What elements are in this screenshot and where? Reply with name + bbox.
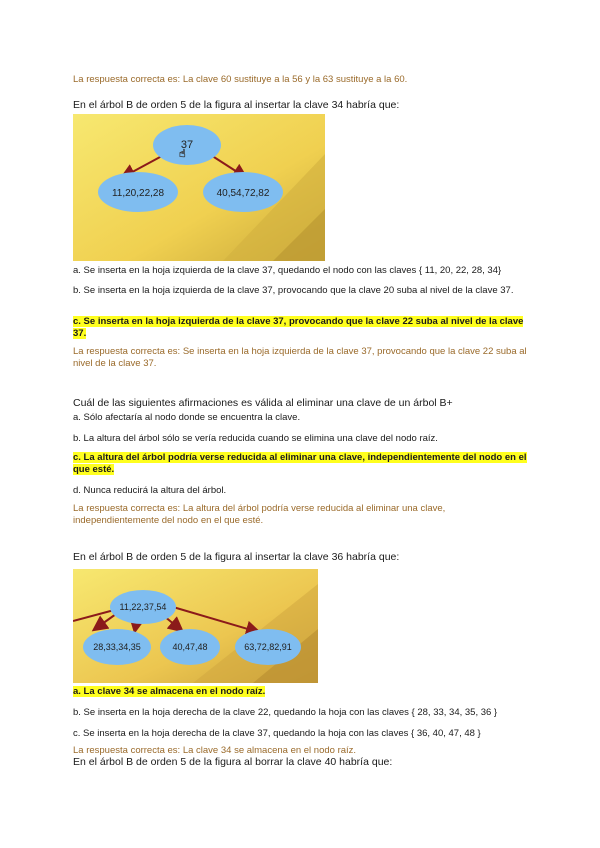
option-c[interactable]: [73, 316, 533, 340]
btree-figure-1: [73, 114, 325, 261]
option-c-label: c. La altura del árbol podría verse reducida al eliminar una clave, independientemente del nodo en el que esté.: [73, 452, 527, 475]
leaf-node-3-label: 63,72,82,91: [244, 642, 292, 652]
question-text: En el árbol B de orden 5 de la figura al insertar la clave 36 habría que:: [73, 551, 400, 563]
root-node-label: 11,22,37,54: [119, 602, 167, 612]
leaf-node-1-label: 28,33,34,35: [93, 642, 141, 652]
answer-text: La respuesta correcta es: La altura del árbol podría verse reducida al eliminar una clave, independientemente del nodo en el que esté.: [73, 503, 446, 526]
answer-text: La respuesta correcta es: Se inserta en la hoja izquierda de la clave 37, provocando que la clave 22 suba al nivel de la clave 37.: [73, 346, 527, 369]
option-a-label: a. La clave 34 se almacena en el nodo raíz.: [73, 686, 266, 697]
btree-figure-2: [73, 569, 318, 683]
leaf-node-2-label: 40,47,48: [172, 642, 208, 652]
left-leaf-label: 11,20,22,28: [111, 188, 165, 199]
option-c-label: c. Se inserta en la hoja izquierda de la clave 37, provocando que la clave 22 suba al nivel de la clave 37.: [73, 316, 524, 339]
option-b[interactable]: b. Se inserta en la hoja derecha de la clave 22, quedando la hoja con las claves { 28, 33, 34, 35, 36 }: [73, 707, 498, 718]
question-text: En el árbol B de orden 5 de la figura al borrar la clave 40 habría que:: [73, 756, 393, 768]
question-text: En el árbol B de orden 5 de la figura al insertar la clave 34 habría que:: [73, 99, 400, 111]
right-leaf-label: 40,54,72,82: [216, 188, 270, 199]
option-a[interactable]: a. Sólo afectaría al nodo donde se encuentra la clave.: [73, 412, 301, 423]
option-d[interactable]: d. Nunca reducirá la altura del árbol.: [73, 485, 227, 496]
option-c[interactable]: [73, 452, 533, 476]
option-b[interactable]: b. La altura del árbol sólo se vería reducida cuando se elimina una clave del nodo raíz.: [73, 433, 438, 444]
option-a[interactable]: a. Se inserta en la hoja izquierda de la clave 37, quedando el nodo con las claves { 11, 20, 22, 28, 34}: [73, 265, 502, 276]
question-text: Cuál de las siguientes afirmaciones es válida al eliminar una clave de un árbol B+: [73, 397, 453, 409]
option-a[interactable]: [73, 686, 533, 698]
option-b[interactable]: b. Se inserta en la hoja izquierda de la clave 37, provocando que la clave 20 suba al nivel de la clave 37.: [73, 285, 514, 296]
option-c[interactable]: c. Se inserta en la hoja derecha de la clave 37, quedando la hoja con las claves { 36, 40, 47, 48 }: [73, 728, 481, 739]
root-node-label: 37: [180, 139, 194, 151]
answer-text: La respuesta correcta es: La clave 34 se almacena en el nodo raíz.: [73, 745, 357, 756]
cursor-hand-icon: ☝: [179, 147, 186, 160]
answer-text: La respuesta correcta es: La clave 60 sustituye a la 56 y la 63 sustituye a la 60.: [73, 74, 408, 85]
